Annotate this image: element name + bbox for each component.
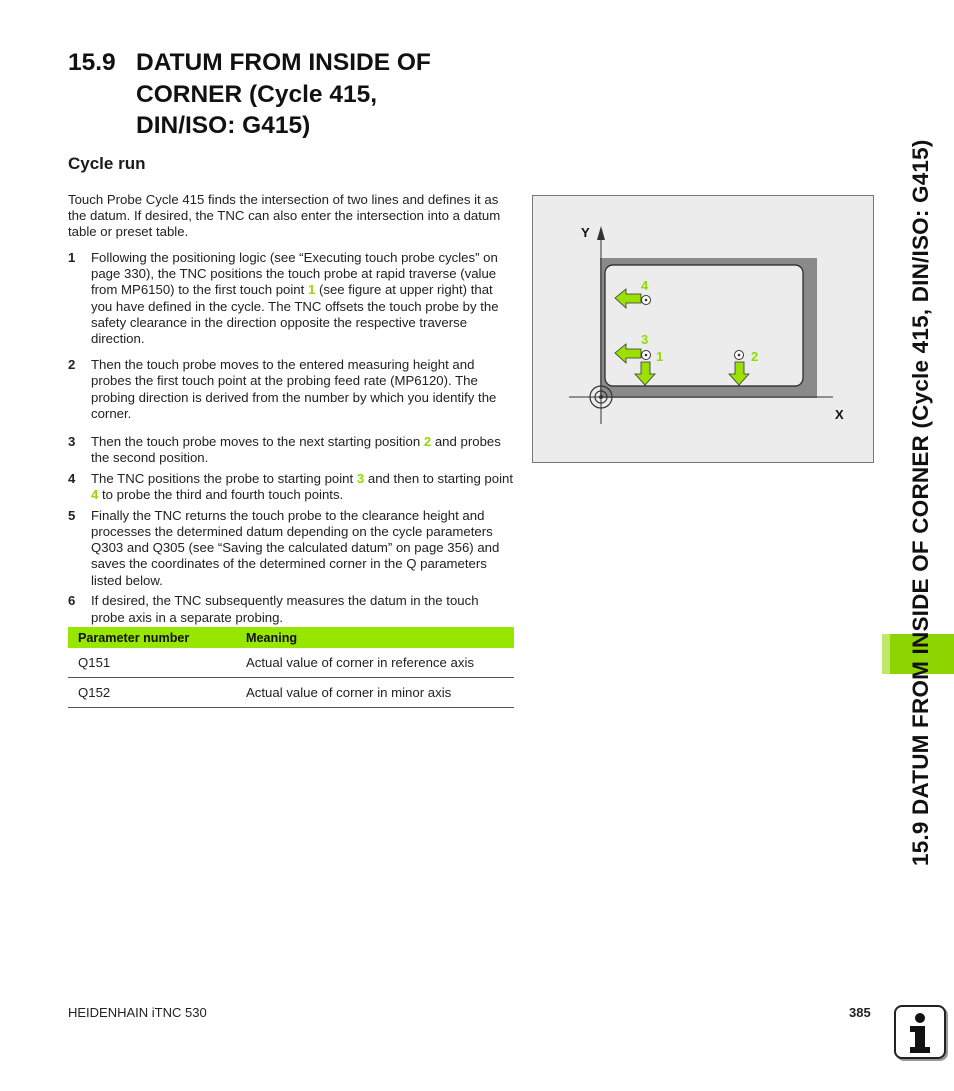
step-item [68,508,514,589]
table-cell: Actual value of corner in minor axis [236,678,514,708]
table-cell: Actual value of corner in reference axis [236,648,514,678]
step-text: If desired, the TNC subsequently measures the datum in the touch probe axis in a separate probing. [91,593,479,625]
step-text: and then to starting point [364,470,514,486]
y-axis-arrow [597,226,605,240]
step-text: Finally the TNC returns the touch probe to the clearance height and processes the determined datum depending on the cycle parameters Q303 and Q305 (see “Saving the calculated datum” on page 356) and saves the coordinates of the determined corner in the Q parameters listed below. [91,507,500,588]
step-text: (see figure at upper right) that you have defined in the cycle. The TNC offsets the touch probe by the safety clearance in the direction opposite the respective traverse direction. [91,282,499,347]
step-item [68,434,514,466]
step-item [68,593,514,625]
step-text: Then the touch probe moves to the entered measuring height and probes the first touch point at the probing feed rate (MP6120). The probing direction is derived from the number by which you identify the corner. [91,357,497,421]
corner-probing-figure [532,195,874,463]
footer-product: HEIDENHAIN iTNC 530 [68,1005,207,1020]
heading-title: DATUM FROM INSIDE OF CORNER (Cycle 415, DIN/ISO: G415) [136,49,431,139]
info-icon [894,1005,946,1059]
step-text: Following the positioning logic (see “Executing touch probe cycles” on page 330), the TNC positions the touch probe at rapid traverse (value from MP6150) to the first touch point [91,250,498,298]
table-cell: Q152 [68,678,236,708]
step-number: 2 [68,357,76,373]
side-running-title: 15.9 DATUM FROM INSIDE OF CORNER (Cycle 415, DIN/ISO: G415) [908,139,933,866]
step-point-ref: 2 [423,434,432,450]
section-title: Cycle run [68,154,146,173]
step-number: 1 [68,250,76,265]
table-cell: Q151 [68,648,236,678]
point-label: 1 [656,349,664,364]
page-heading [68,47,538,142]
step-number: 5 [68,507,76,523]
table-header-cell: Meaning [236,627,514,648]
table-row [68,678,514,708]
figure-svg [533,196,873,462]
step-point-ref: 4 [91,487,99,503]
step-list [68,250,514,630]
step-item [68,250,514,347]
table-header-cell: Parameter number [68,627,236,648]
intro-paragraph: Touch Probe Cycle 415 finds the intersection of two lines and defines it as the datum. If desired, the TNC can also enter the intersection into a datum table or preset table. [68,192,501,240]
x-axis-label: X [835,407,844,422]
step-number: 4 [68,470,76,486]
point-label: 4 [641,278,649,293]
step-point-ref: 3 [356,470,365,486]
step-number: 3 [68,434,76,450]
table-row [68,648,514,678]
point-label: 2 [751,349,759,364]
step-text: The TNC positions the probe to starting point [91,470,357,486]
pocket-inside [605,265,803,386]
step-text: Then the touch probe moves to the next starting position [91,434,424,450]
heading-number: 15.9 [68,49,116,76]
point-label: 3 [641,332,649,347]
step-text: to probe the third and fourth touch points. [98,487,344,503]
step-item [68,471,514,503]
page-number: 385 [849,1005,871,1020]
step-number: 6 [68,593,76,609]
step-point-ref: 1 [307,282,316,298]
parameter-table [68,627,514,708]
step-item [68,357,514,422]
table-header-row [68,627,514,648]
step-text: and probes the second position. [91,434,501,466]
y-axis-label: Y [581,225,590,240]
